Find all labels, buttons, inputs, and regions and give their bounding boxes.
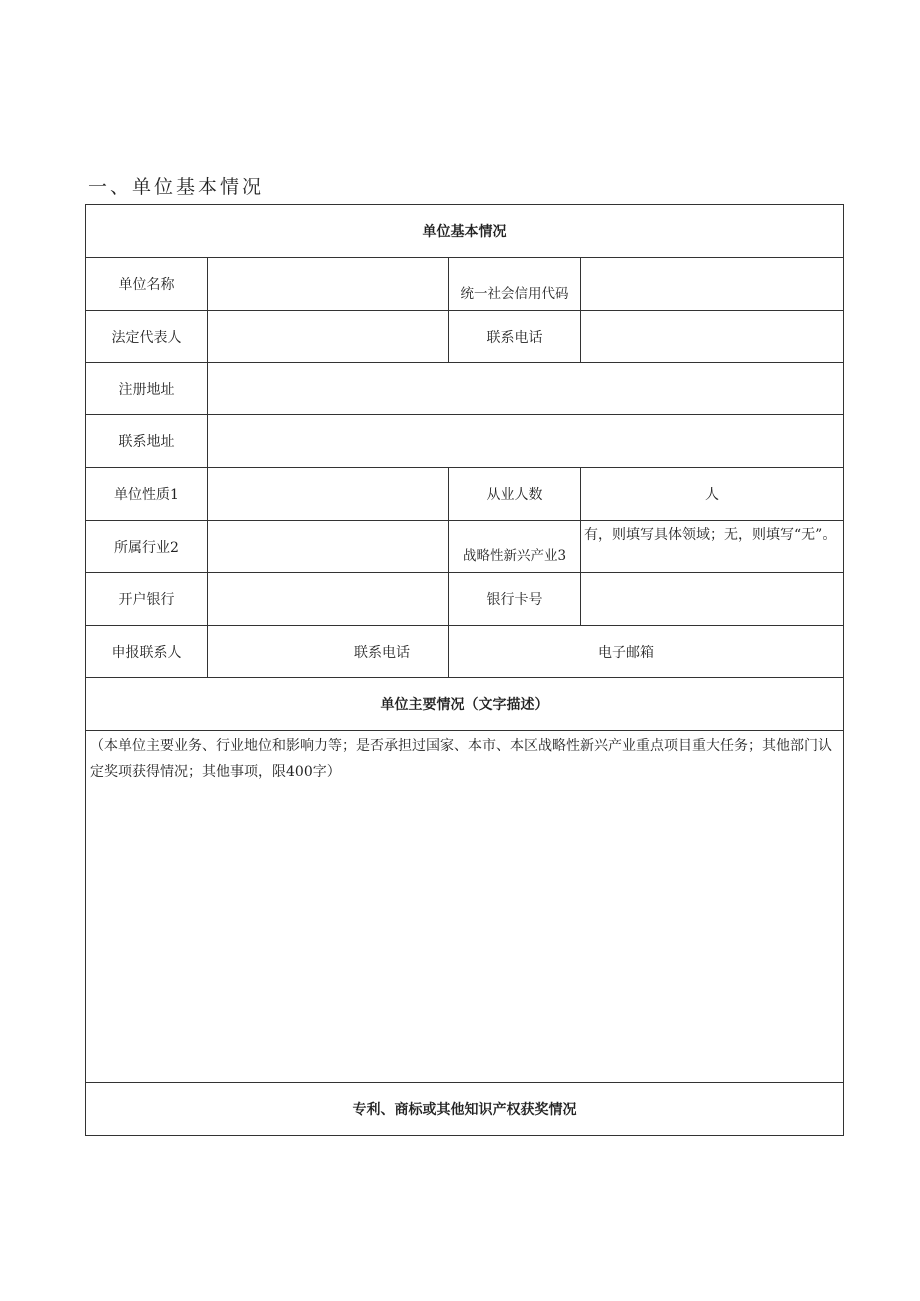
legal-rep-field[interactable]	[208, 311, 448, 362]
main-info-field[interactable]: （本单位主要业务、行业地位和影响力等；是否承担过国家、本市、本区战略性新兴产业重点项目重大任务；其他部门认定奖项获得情况；其他事项，限400字）	[90, 738, 832, 780]
email-label: 电子邮箱	[598, 645, 654, 661]
card-label: 银行卡号	[486, 592, 543, 608]
contact-address-label: 联系地址	[118, 434, 175, 450]
section-heading: 一、单位基本情况	[88, 176, 265, 198]
strategic-industry-field[interactable]: 有，则填写具体领域；无，则填写“无”。	[584, 527, 837, 543]
applicant-phone-field[interactable]	[449, 626, 580, 677]
bank-field[interactable]	[208, 573, 448, 625]
unit-nature-field[interactable]	[208, 468, 448, 520]
email-cell[interactable]	[581, 626, 843, 677]
credit-code-label: 统一社会信用代码	[460, 286, 569, 302]
unit-name-label: 单位名称	[118, 277, 175, 293]
unit-name-field[interactable]	[208, 258, 448, 310]
applicant-phone-label: 联系电话	[354, 645, 410, 661]
reg-address-field[interactable]	[208, 363, 843, 414]
applicant-cell[interactable]	[208, 626, 448, 677]
employees-field[interactable]	[581, 468, 843, 520]
applicant-label: 申报联系人	[111, 644, 182, 661]
credit-code-field[interactable]	[581, 258, 843, 310]
bank-label: 开户银行	[118, 592, 175, 608]
ip-awards-header: 专利、商标或其他知识产权获奖情况	[352, 1102, 577, 1118]
employees-label: 从业人数	[486, 487, 543, 503]
phone-field[interactable]	[581, 311, 843, 362]
employees-unit: 人	[705, 487, 719, 503]
legal-rep-label: 法定代表人	[111, 329, 182, 346]
unit-nature-label: 单位性质1	[114, 487, 179, 503]
strategic-industry-label: 战略性新兴产业3	[462, 548, 567, 564]
contact-address-field[interactable]	[208, 415, 843, 467]
table-header: 单位基本情况	[422, 224, 507, 240]
industry-label: 所属行业2	[114, 539, 179, 556]
card-field[interactable]	[581, 573, 843, 625]
main-info-header: 单位主要情况（文字描述）	[380, 697, 549, 713]
phone-label: 联系电话	[486, 329, 543, 346]
reg-address-label: 注册地址	[118, 381, 175, 398]
industry-field[interactable]	[208, 521, 448, 572]
